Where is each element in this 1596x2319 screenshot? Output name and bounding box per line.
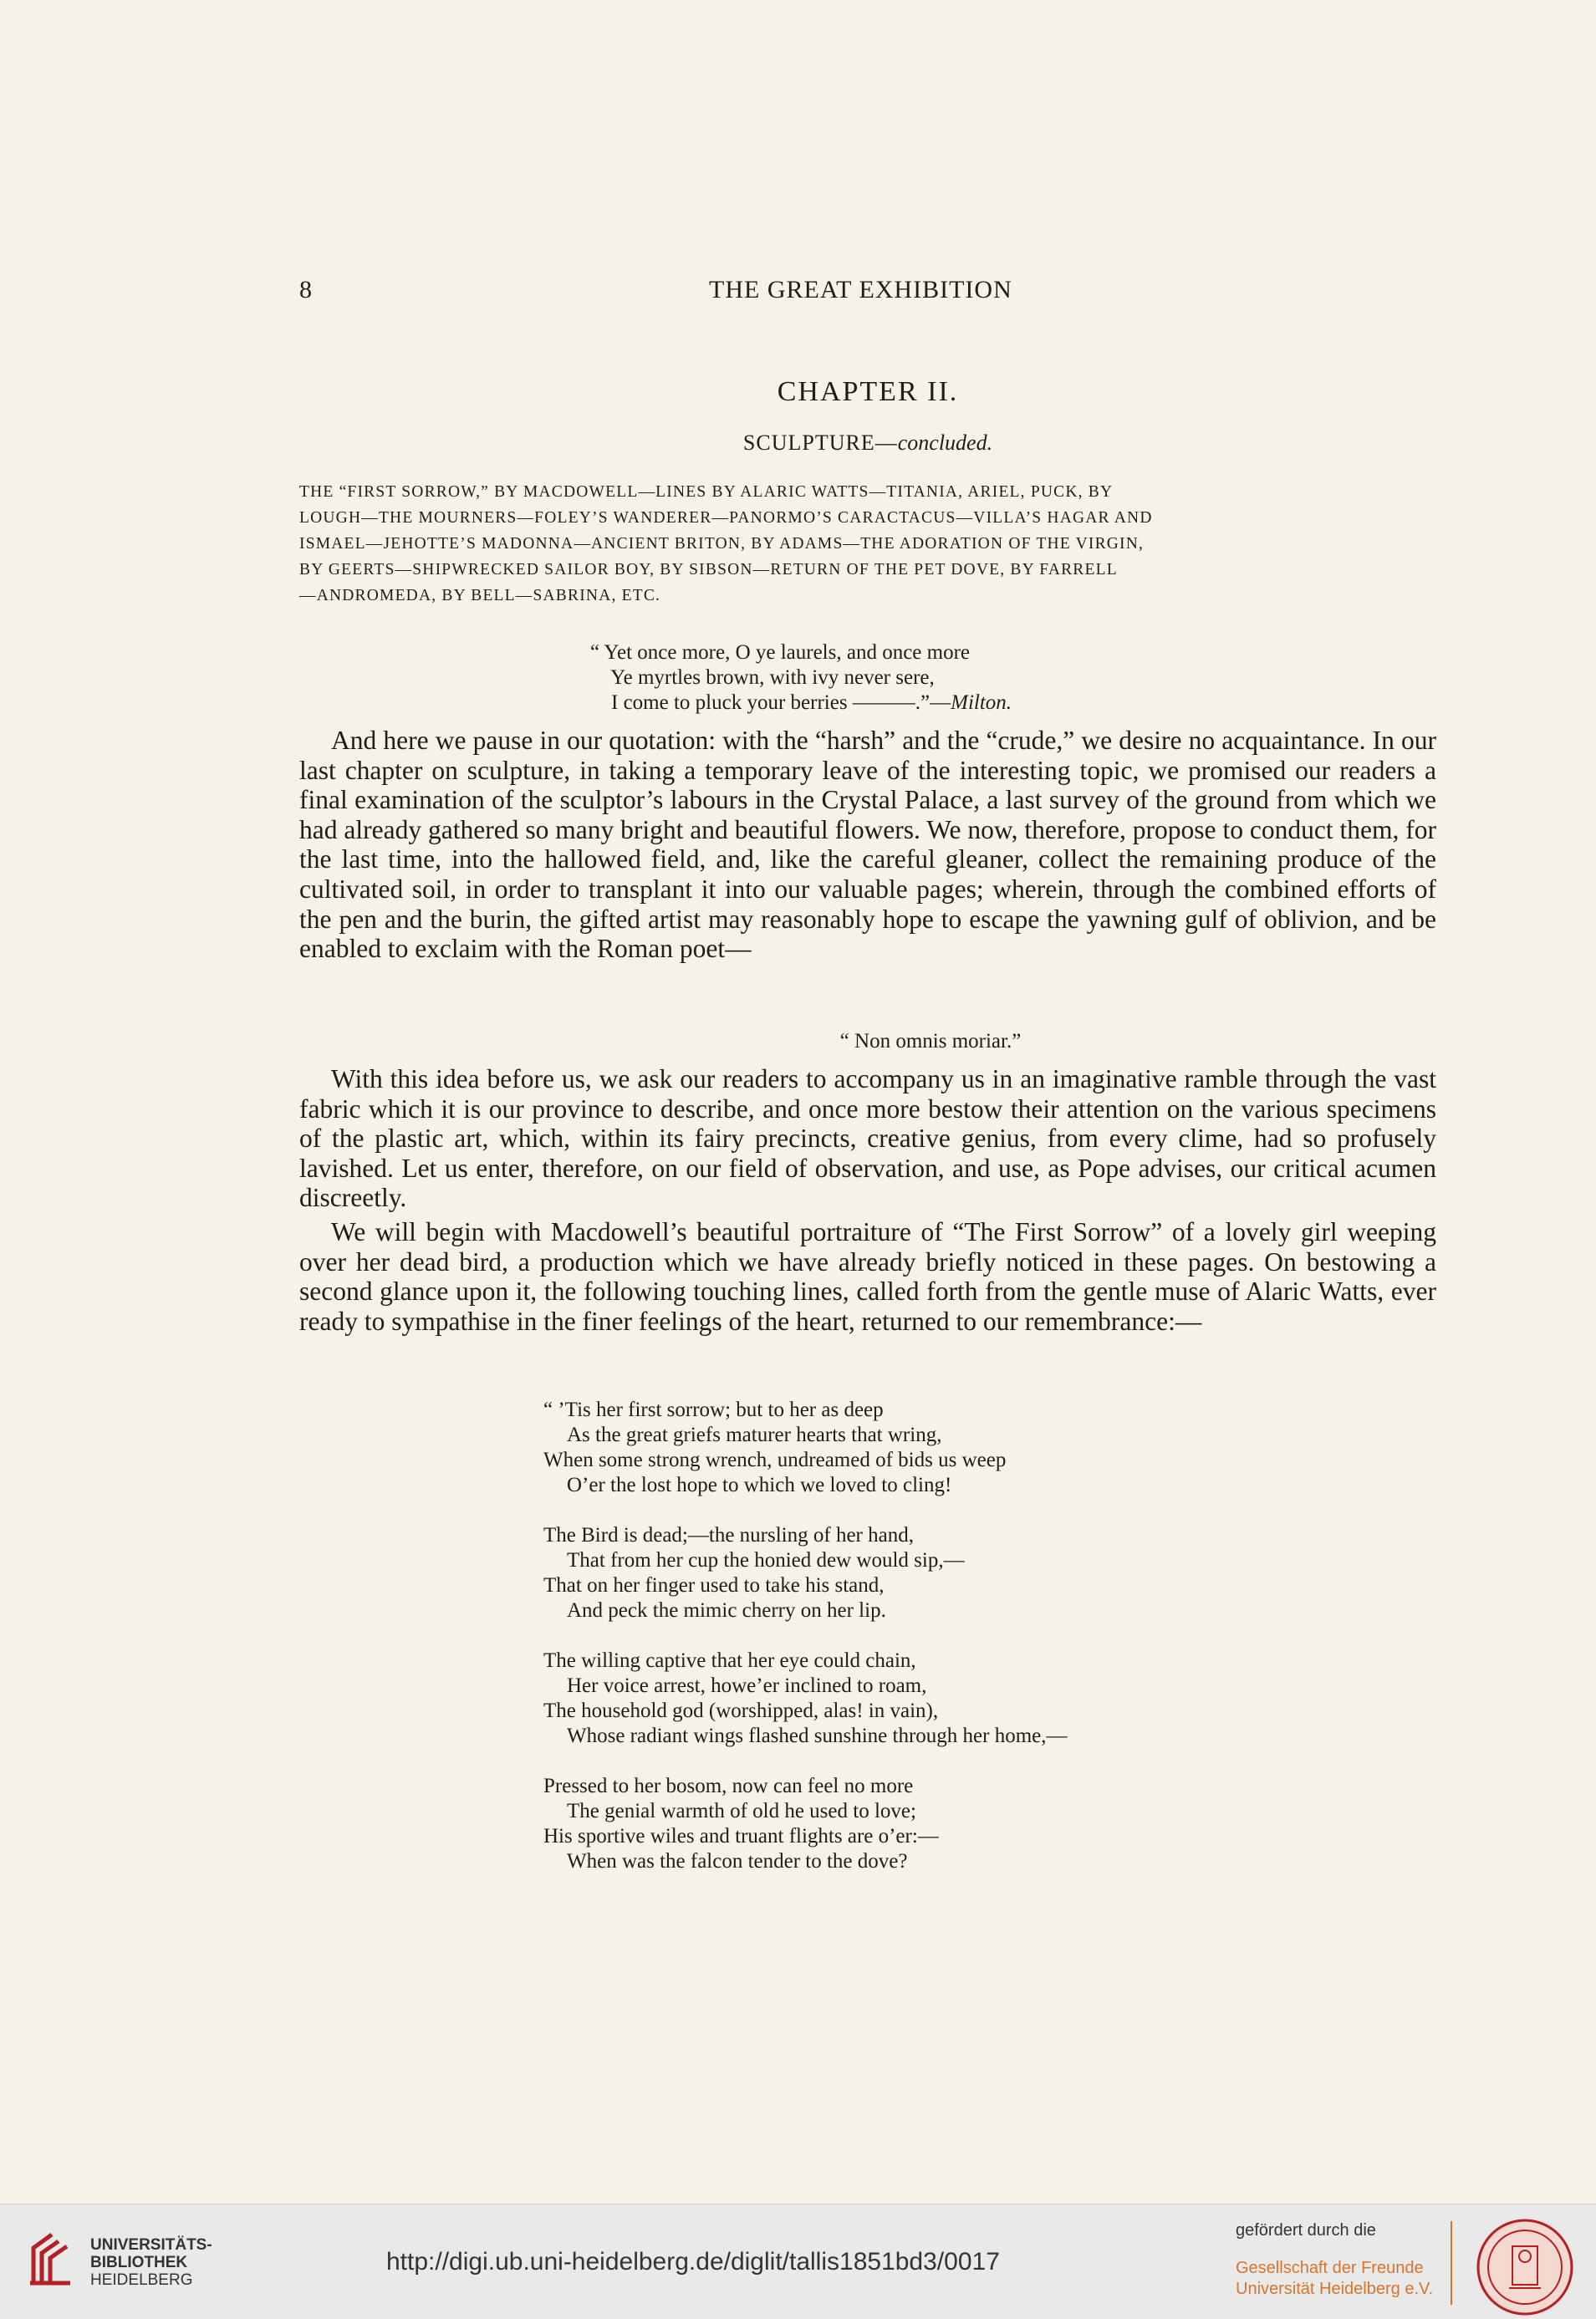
subject-italic: concluded. [897,431,993,455]
sponsor-name [1236,2258,1433,2300]
university-seal-icon [1474,2216,1576,2318]
poem-stanza [543,1649,1296,1749]
footer-divider [1451,2221,1452,2305]
poem-stanza [543,1523,1296,1623]
paragraph-3: We will begin with Macdowell’s beautiful portraiture of “The First Sorrow” of a lovely girl weeping over her dead bird, a production which we have already briefly noticed in these pages. On bestowing a second glance upon it, the following touching lines, called forth from the gentle muse of Alaric Watts, ever ready to sympathise in the finer feelings of the heart, returned to our remembrance:— [299,1217,1436,1336]
poem-line: The willing captive that her eye could chain, [543,1649,916,1672]
subject-main: SCULPTURE— [742,431,898,455]
poem-line: The Bird is dead;—the nursling of her hand, [543,1524,914,1547]
library-name [90,2236,212,2289]
permalink-url[interactable]: http://digi.ub.uni-heidelberg.de/diglit/tallis1851bd3/0017 [386,2248,1000,2276]
poem-line: And peck the mimic cherry on her lip. [567,1599,886,1622]
poem-line: His sportive wiles and truant flights are o’er:— [543,1825,939,1848]
chapter-synopsis [299,479,1436,609]
poem-line: Whose radiant wings flashed sunshine through her home,— [567,1725,1068,1747]
library-name-line: BIBLIOTHEK [90,2254,188,2271]
sponsor-name-line: Universität Heidelberg e.V. [1236,2280,1434,2298]
poem-line: O’er the lost hope to which we loved to cling! [567,1474,952,1496]
epigraph-attribution: Milton. [951,691,1012,714]
latin-quote: “ Non omnis moriar.” [839,1030,1022,1052]
poem-line: As the great griefs maturer hearts that wring, [567,1424,942,1446]
poem-line: Her voice arrest, howe’er inclined to roam, [567,1674,927,1697]
synopsis-line: LOUGH—THE MOURNERS—FOLEY’S WANDERER—PANORMO’S CARACTACUS—VILLA’S HAGAR AND [299,509,1153,527]
poem-line: The household god (worshipped, alas! in vain), [543,1700,939,1722]
epigraph-line: “ Yet once more, O ye laurels, and once more [590,641,971,664]
poem [543,1398,1296,1899]
epigraph [590,640,1175,716]
epigraph-line-last [590,691,1175,716]
chapter-heading: CHAPTER II. [777,376,959,407]
poem-stanza [543,1398,1296,1498]
viewer-footer [0,2204,1596,2319]
epigraph-line: Ye myrtles brown, with ivy never sere, [590,666,935,689]
library-logo-icon[interactable] [27,2230,77,2288]
chapter-subject [299,431,1436,456]
synopsis-line: THE “FIRST SORROW,” BY MACDOWELL—LINES BY ALARIC WATTS—TITANIA, ARIEL, PUCK, BY [299,483,1114,501]
sponsor-label: gefördert durch die [1236,2221,1376,2240]
poem-line: That on her finger used to take his stand, [543,1574,885,1597]
synopsis-line: —ANDROMEDA, BY BELL—SABRINA, ETC. [299,587,661,604]
library-name-line: UNIVERSITÄTS- [90,2236,212,2254]
poem-stanza [543,1774,1296,1874]
poem-line: When some strong wrench, undreamed of bids us weep [543,1449,1007,1471]
poem-line: The genial warmth of old he used to love; [567,1800,916,1822]
poem-line: “ ’Tis her first sorrow; but to her as deep [543,1399,884,1421]
poem-line: When was the falcon tender to the dove? [567,1850,908,1873]
sponsor-name-line: Gesellschaft der Freunde [1236,2259,1424,2277]
poem-line: Pressed to her bosom, now can feel no more [543,1775,914,1797]
page-number: 8 [299,276,313,303]
poem-line: That from her cup the honied dew would sip,— [567,1549,965,1572]
library-name-line: HEIDELBERG [90,2271,193,2289]
running-title: THE GREAT EXHIBITION [709,276,1012,303]
paragraph-1: And here we pause in our quotation: with the “harsh” and the “crude,” we desire no acquaintance. In our last chapter on sculpture, in taking a temporary leave of the interesting topic, we promised our readers a final examination of the sculptor’s labours in the Crystal Palace, a last survey of the ground from which we had already gathered so many bright and beautiful flowers. We now, therefore, propose to conduct them, for the last time, into the hallowed field, and, like the careful gleaner, collect the remaining produce of the cultivated soil, in order to transplant it into our valuable pages; wherein, through the combined efforts of the pen and the burin, the gifted artist may reasonably hope to escape the yawning gulf of oblivion, and be enabled to exclaim with the Roman poet— [299,726,1436,964]
epigraph-line-text: I come to pluck your berries ———.”— [590,691,951,714]
paragraph-2: With this idea before us, we ask our readers to accompany us in an imaginative ramble through the vast fabric which it is our province to describe, and once more bestow their attention on the various specimens of the plastic art, which, within its fairy precincts, creative genius, from every clime, had so profusely lavished. Let us enter, therefore, on our field of observation, and use, as Pope advises, our critical acumen discreetly. [299,1064,1436,1213]
synopsis-line: ISMAEL—JEHOTTE’S MADONNA—ANCIENT BRITON, BY ADAMS—THE ADORATION OF THE VIRGIN, [299,535,1145,553]
synopsis-line: BY GEERTS—SHIPWRECKED SAILOR BOY, BY SIBSON—RETURN OF THE PET DOVE, BY FARRELL [299,561,1118,578]
